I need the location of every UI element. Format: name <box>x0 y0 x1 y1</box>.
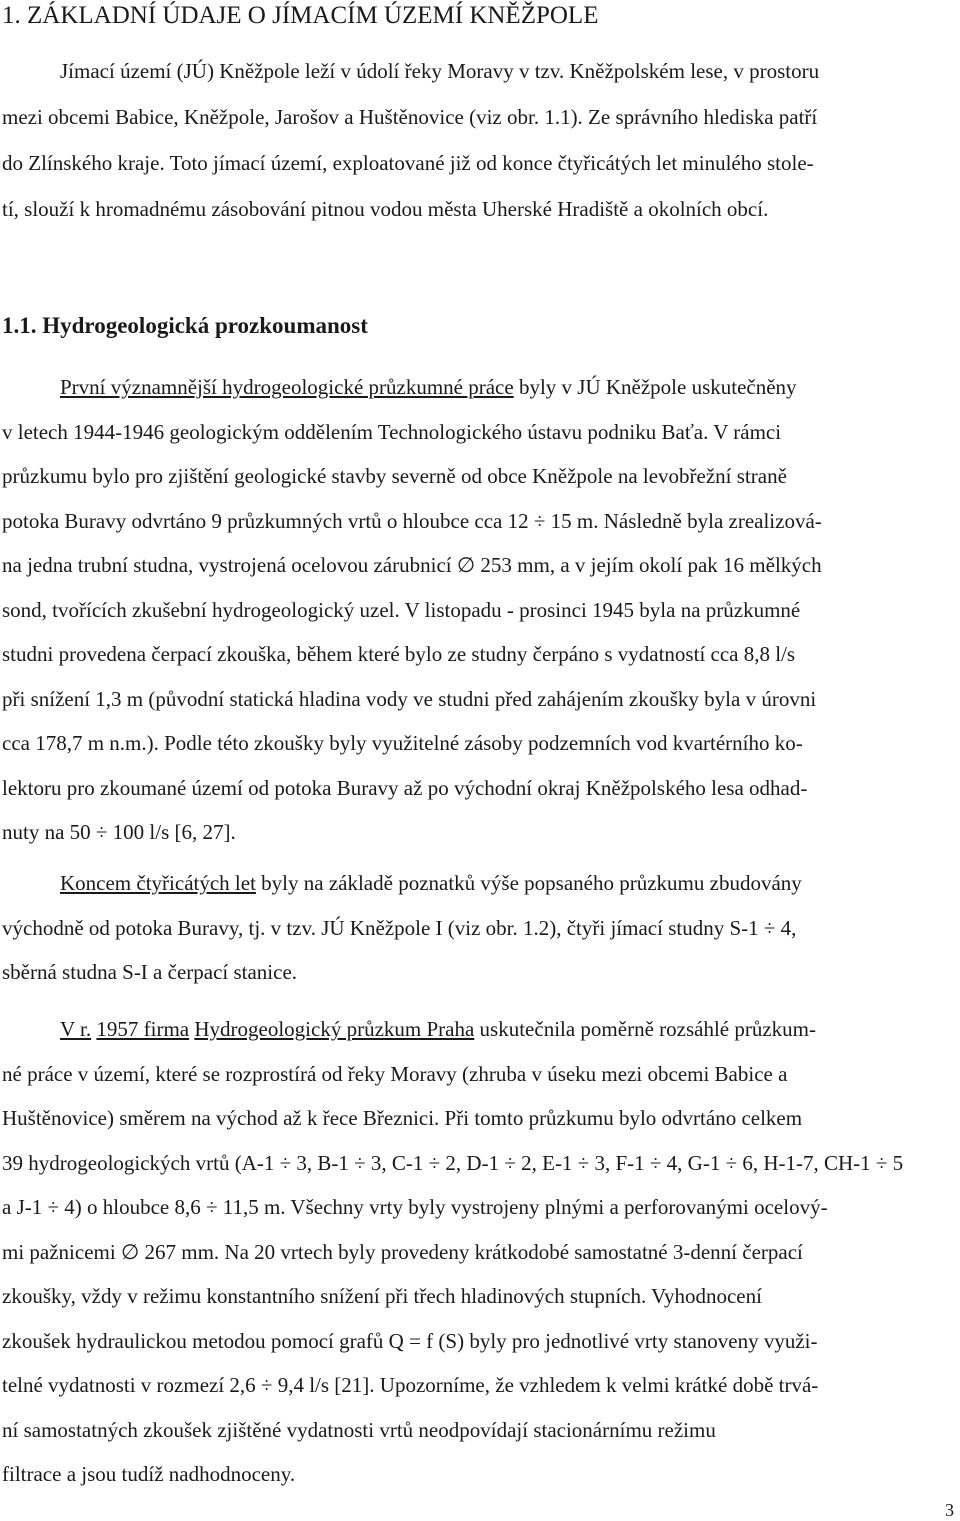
text-line: východně od potoka Buravy, tj. v tzv. JÚ Kněžpole I (viz obr. 1.2), čtyři jímací studny S-1 ÷ 4, <box>2 915 797 940</box>
text-line: zkoušek hydraulickou metodou pomocí grafů Q = f (S) byly pro jednotlivé vrty stanoveny využi- <box>2 1328 818 1353</box>
text-line: né práce v území, které se rozprostírá od řeky Moravy (zhruba v úseku mezi obcemi Babice a <box>2 1061 788 1086</box>
chapter-title: 1. ZÁKLADNÍ ÚDAJE O JÍMACÍM ÚZEMÍ KNĚŽPOLE <box>2 2 599 29</box>
text-line: Jímací území (JÚ) Kněžpole leží v údolí řeky Moravy v tzv. Kněžpolském lese, v prostoru <box>60 59 820 83</box>
text-line: průzkumu bylo pro zjištění geologické stavby severně od obce Kněžpole na levobřežní straně <box>2 464 787 488</box>
text-line: a J-1 ÷ 4) o hloubce 8,6 ÷ 11,5 m. Všechny vrty byly vystrojeny plnými a perforovanými ocelový- <box>2 1195 828 1219</box>
text-line: sond, tvořících zkušební hydrogeologický uzel. V listopadu - prosinci 1945 byla na průzkumné <box>2 597 801 622</box>
text-line: nuty na 50 ÷ 100 l/s [6, 27]. <box>2 820 236 844</box>
text-line: telné vydatnosti v rozmezí 2,6 ÷ 9,4 l/s [21]. Upozorníme, že vzhledem k velmi krátké době trvá- <box>2 1373 819 1397</box>
text-line: studni provedena čerpací zkouška, během které bylo ze studny čerpáno s vydatností cca 8,8 l/s <box>2 642 796 666</box>
underlined-phrase: V r. <box>60 1017 92 1041</box>
section-heading: 1.1. Hydrogeologická prozkoumanost <box>2 313 368 338</box>
text-line: při snížení 1,3 m (původní statická hladina vody ve studni před zahájením zkoušky byla v úrovni <box>2 686 817 711</box>
text-line: filtrace a jsou tudíž nadhodnoceny. <box>2 1462 296 1486</box>
page-number: 3 <box>945 1500 954 1520</box>
text-line: mezi obcemi Babice, Kněžpole, Jarošov a Huštěnovice (viz obr. 1.1). Ze správního hlediska patří <box>2 105 818 129</box>
kneznpole-i-paragraph <box>2 871 958 1005</box>
underlined-phrase: 1957 firma <box>96 1017 190 1041</box>
text-line: Huštěnovice) směrem na východ až k řece Březnici. Při tomto průzkumu bylo odvrtáno celkem <box>2 1106 803 1130</box>
text-line: do Zlínského kraje. Toto jímací území, exploatované již od konce čtyřicátých let minulého stole- <box>2 151 814 175</box>
text-line: potoka Buravy odvrtáno 9 průzkumných vrtů o hloubce cca 12 ÷ 15 m. Následně byla zrealizová- <box>2 508 822 533</box>
underlined-phrase: První významnější hydrogeologické průzkumné práce <box>60 375 514 399</box>
text-line: lektoru pro zkoumané území od potoka Buravy až po východní okraj Kněžpolského lesa odhad- <box>2 775 808 800</box>
text-line: na jedna trubní studna, vystrojená ocelovou zárubnicí ∅ 253 mm, a v jejím okolí pak 16 mělkých <box>2 553 822 577</box>
prozkoumanost-paragraph <box>2 375 958 865</box>
text-line: zkoušky, vždy v režimu konstantního snížení při třech hladinových stupních. Vyhodnocení <box>2 1284 762 1308</box>
text-line: mi pažnicemi ∅ 267 mm. Na 20 vrtech byly provedeny krátkodobé samostatné 3-denní čerpací <box>2 1239 803 1264</box>
underlined-phrase: Hydrogeologický průzkum Praha <box>194 1017 475 1041</box>
pruzkum-1957-paragraph <box>2 1017 958 1507</box>
text-line: První významnější hydrogeologické průzkumné práce byly v JÚ Kněžpole uskutečněny <box>60 375 797 399</box>
underlined-phrase: Koncem čtyřicátých let <box>60 871 256 895</box>
text-line: tí, slouží k hromadnému zásobování pitnou vodou města Uherské Hradiště a okolních obcí. <box>2 197 769 221</box>
text-line: v letech 1944-1946 geologickým oddělením Technologického ústavu podniku Baťa. V rámci <box>2 419 782 444</box>
text-line: V r. 1957 firma Hydrogeologický průzkum Praha uskutečnila poměrně rozsáhlé průzkum- <box>60 1017 817 1041</box>
intro-paragraph <box>2 59 958 243</box>
text-line: Koncem čtyřicátých let byly na základě poznatků výše popsaného průzkumu zbudovány <box>60 871 802 895</box>
text-line: 39 hydrogeologických vrtů (A-1 ÷ 3, B-1 ÷ 3, C-1 ÷ 2, D-1 ÷ 2, E-1 ÷ 3, F-1 ÷ 4, G-1 ÷ 6, H-1-7, CH-1 ÷ 5 <box>2 1150 904 1175</box>
text-line: ní samostatných zkoušek zjištěné vydatnosti vrtů neodpovídají stacionárnímu režimu <box>2 1417 716 1442</box>
text-line: sběrná studna S-I a čerpací stanice. <box>2 960 298 984</box>
text-line: cca 178,7 m n.m.). Podle této zkoušky byly využitelné zásoby podzemních vod kvartérního ko- <box>2 731 803 755</box>
